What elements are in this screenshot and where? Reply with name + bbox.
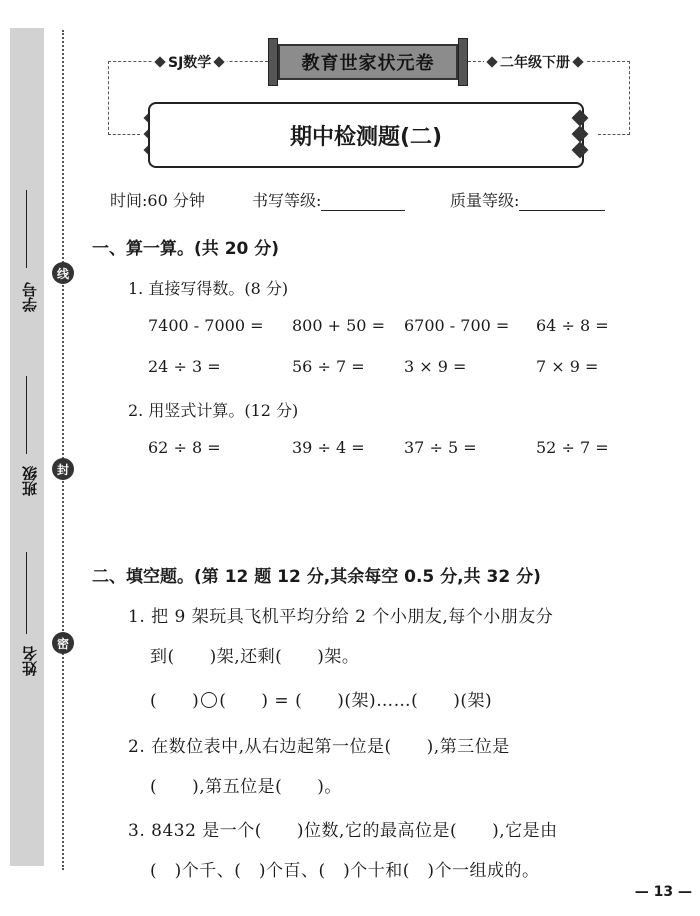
equation-blank: ( ) — [150, 691, 200, 711]
fill-q1-equation — [150, 686, 492, 711]
writing-grade-label: 书写等级: — [252, 191, 322, 210]
quality-grade — [450, 188, 605, 211]
calc-item: 7400 - 7000 = — [148, 316, 264, 335]
diamond-icon — [572, 56, 583, 67]
quality-grade-blank — [519, 193, 605, 211]
calc-item: 800 + 50 = — [292, 316, 385, 335]
cut-line — [62, 30, 64, 870]
class-underline — [26, 376, 27, 454]
calc-item: 62 ÷ 8 = — [148, 438, 221, 457]
operator-circle — [201, 692, 217, 708]
diamond-icon — [154, 56, 165, 67]
header-dash-right-bottom — [598, 134, 630, 135]
equation-rest: ( ) = ( )(架)……( )(架) — [219, 691, 493, 711]
subject-tag — [152, 52, 227, 72]
scroll-rod-right — [458, 38, 468, 86]
section-1-heading: 一、算一算。(共 20 分) — [92, 239, 280, 259]
header-dash-left-bottom — [108, 134, 140, 135]
writing-grade — [252, 188, 405, 211]
fill-q1-line1: 1. 把 9 架玩具飞机平均分给 2 个小朋友,每个小朋友分 — [128, 607, 554, 627]
calc-item: 24 ÷ 3 = — [148, 357, 221, 376]
calc-item: 7 × 9 = — [536, 357, 599, 376]
scroll-rod-left — [268, 38, 278, 86]
student-id-underline — [26, 190, 27, 268]
section-2-heading: 二、填空题。(第 12 题 12 分,其余每空 0.5 分,共 32 分) — [92, 567, 541, 587]
diamond-icon — [486, 56, 497, 67]
fill-q2-line2: ( ),第五位是( )。 — [150, 777, 342, 797]
binding-strip — [10, 28, 44, 866]
fill-q1-line2: 到( )架,还剩( )架。 — [150, 647, 360, 667]
series-banner — [268, 38, 468, 86]
q2-label: 2. 用竖式计算。(12 分) — [128, 401, 299, 420]
quality-grade-label: 质量等级: — [450, 191, 520, 210]
grade-tag — [484, 52, 586, 72]
fill-q3-line1: 3. 8432 是一个( )位数,它的最高位是( ),它是由 — [128, 821, 558, 841]
writing-grade-blank — [321, 193, 405, 211]
header-vdash-right — [629, 61, 630, 135]
subject-tag-text: SJ数学 — [168, 55, 212, 71]
q1-label: 1. 直接写得数。(8 分) — [128, 279, 289, 298]
calc-item: 52 ÷ 7 = — [536, 438, 609, 457]
name-underline — [26, 552, 27, 634]
series-title: 教育世家状元卷 — [278, 44, 458, 80]
diamond-cluster-right — [574, 112, 586, 156]
grade-tag-text: 二年级下册 — [500, 55, 570, 71]
seal-seal-mark: 封 — [52, 458, 74, 480]
student-id-label: 学号 — [21, 282, 39, 312]
calc-item: 3 × 9 = — [404, 357, 467, 376]
calc-item: 64 ÷ 8 = — [536, 316, 609, 335]
seal-line-mark: 线 — [52, 262, 74, 284]
calc-item: 37 ÷ 5 = — [404, 438, 477, 457]
calc-item: 56 ÷ 7 = — [292, 357, 365, 376]
fill-q2-line1: 2. 在数位表中,从右边起第一位是( ),第三位是 — [128, 737, 510, 757]
exam-title: 期中检测题(二) — [148, 102, 584, 168]
seal-close-mark: 密 — [52, 632, 74, 654]
calc-item: 6700 - 700 = — [404, 316, 510, 335]
name-label: 姓名 — [21, 646, 39, 676]
fill-q3-line2: ( )个千、( )个百、( )个十和( )个一组成的。 — [150, 861, 540, 881]
header-vdash-left — [108, 61, 109, 135]
diamond-icon — [214, 56, 225, 67]
class-label: 班级 — [21, 466, 39, 496]
page-number: — 13 — — [634, 884, 692, 900]
calc-item: 39 ÷ 4 = — [292, 438, 365, 457]
time-info: 时间:60 分钟 — [110, 191, 205, 210]
